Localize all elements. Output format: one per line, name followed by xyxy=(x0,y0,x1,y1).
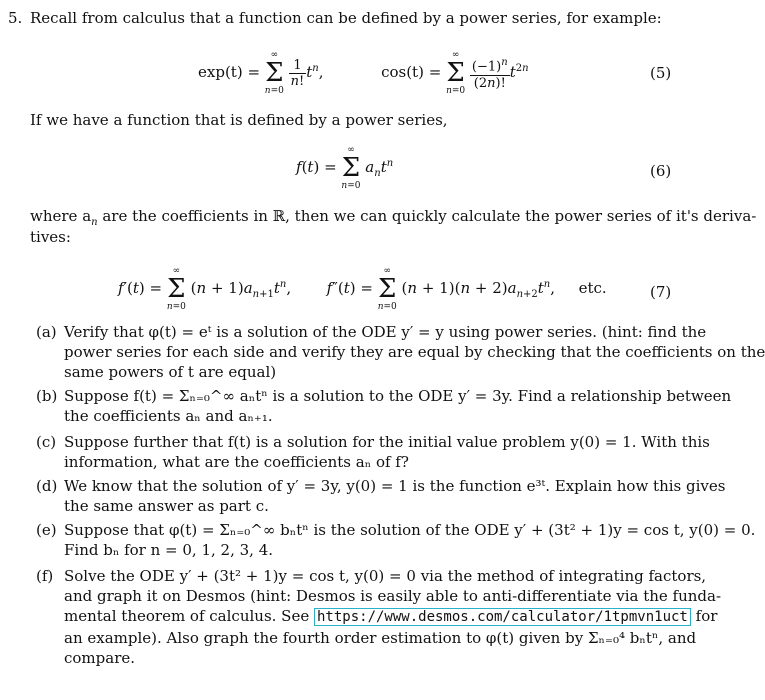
equation-6-label: (6) xyxy=(650,162,672,180)
equation-6: f(t) = ∞ Σ n=0 $a_nt^n$ xyxy=(296,145,394,191)
intro-text: Recall from calculus that a function can be defined by a power series, for example: xyxy=(30,9,662,27)
equation-7: f′(t) = ∞ Σ n=0 $(n + 1)a_{n+1}t^n$, f″(t) = ∞ Σ n=0 $(n + 1)(n + 2)a_{n+2}t^n$, etc. xyxy=(118,266,607,312)
equation-5: exp(t) = ∞ Σ n=0 $\frac{1}{n!}$ $t^n$, cos(t) = ∞ Σ n=0 $\frac{(-1)^n}{(2n)!}$ $t^{2n}$ xyxy=(198,50,529,96)
text-3-line-2: tives: xyxy=(30,228,71,246)
desmos-link[interactable]: https://www.desmos.com/calculator/1tpmvn1uct xyxy=(314,608,691,626)
text-3-line-1: where $a_n$ are the coefficients in ℝ, then we can quickly calculate the power series of it's deriva- xyxy=(30,207,757,228)
equation-5-label: (5) xyxy=(650,64,672,82)
equation-7-label: (7) xyxy=(650,283,672,301)
text-2: If we have a function that is defined by a power series, xyxy=(30,111,448,129)
problem-number: 5. xyxy=(8,9,23,27)
